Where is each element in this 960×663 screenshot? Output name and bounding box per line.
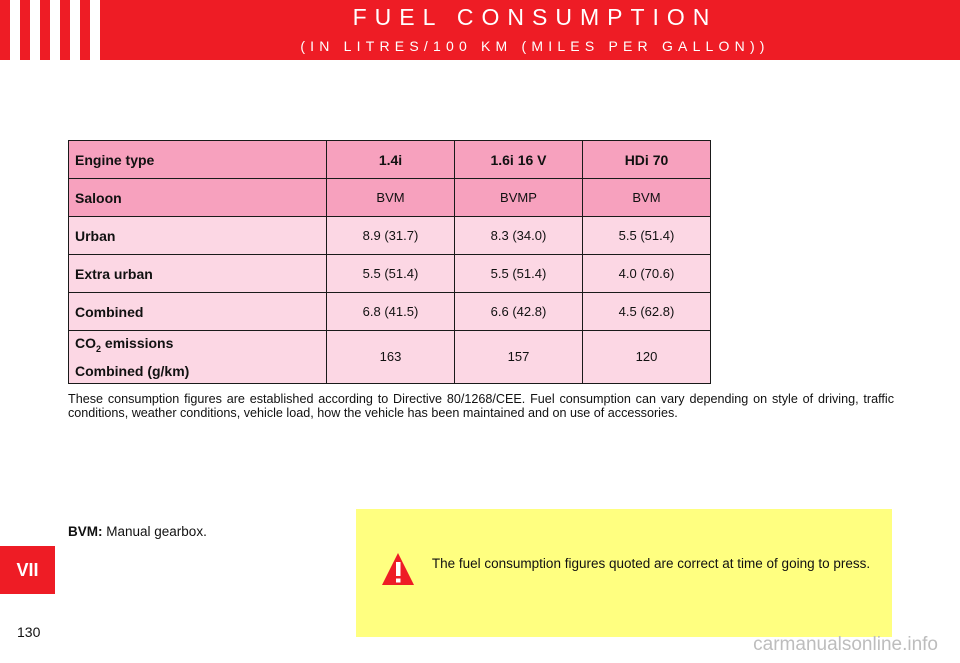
cell-value: 6.8 (41.5) <box>327 293 455 331</box>
cell-value: 157 <box>454 331 582 384</box>
abbreviation-note <box>68 524 207 539</box>
row-label-co2 <box>69 331 327 384</box>
row-label: Combined <box>69 293 327 331</box>
cell-value: BVMP <box>454 179 582 217</box>
page-subtitle: (IN LITRES/100 KM (MILES PER GALLON)) <box>300 38 770 54</box>
table-row-urban <box>69 217 711 255</box>
co2-label-line2: Combined (g/km) <box>75 362 190 379</box>
cell-value: 8.3 (34.0) <box>454 217 582 255</box>
row-label: Saloon <box>69 179 327 217</box>
header-1-6i-16v: 1.6i 16 V <box>454 141 582 179</box>
row-label: Urban <box>69 217 327 255</box>
cell-value: BVM <box>327 179 455 217</box>
cell-value: 4.0 (70.6) <box>582 255 710 293</box>
abbreviation-term: BVM: <box>68 524 103 539</box>
abbreviation-definition: Manual gearbox. <box>102 524 207 539</box>
cell-value: 6.6 (42.8) <box>454 293 582 331</box>
cell-value: 5.5 (51.4) <box>454 255 582 293</box>
page-header <box>0 0 960 60</box>
table-row-co2 <box>69 331 711 384</box>
cell-value: 5.5 (51.4) <box>327 255 455 293</box>
cell-value: 8.9 (31.7) <box>327 217 455 255</box>
warning-text: The fuel consumption figures quoted are correct at time of going to press. <box>431 556 871 571</box>
cell-value: 163 <box>327 331 455 384</box>
section-tab: VII <box>0 546 55 594</box>
table-row-extra-urban <box>69 255 711 293</box>
watermark: carmanualsonline.info <box>753 634 938 655</box>
cell-value: 120 <box>582 331 710 384</box>
page-title: FUEL CONSUMPTION <box>352 4 718 30</box>
fuel-consumption-table <box>68 140 711 384</box>
cell-value: 5.5 (51.4) <box>582 217 710 255</box>
warning-box <box>354 507 894 639</box>
table-row-combined <box>69 293 711 331</box>
co2-label-line1: $CO_2$ emissions <box>75 335 174 354</box>
table-row-saloon <box>69 179 711 217</box>
consumption-note: These consumption figures are established according to Directive 80/1268/CEE. Fuel consumption can vary depending on style of driving, traffic conditions, weather conditions, vehicle load, how the vehicle has been maintained and on use of accessories. <box>68 392 894 420</box>
table-header-row <box>69 141 711 179</box>
header-hdi-70: HDi 70 <box>582 141 710 179</box>
cell-value: BVM <box>582 179 710 217</box>
warning-icon <box>381 552 415 586</box>
row-label: Extra urban <box>69 255 327 293</box>
header-stripes <box>0 0 110 60</box>
header-1-4i: 1.4i <box>327 141 455 179</box>
header-engine-type: Engine type <box>69 141 327 179</box>
page-number: 130 <box>17 624 41 640</box>
cell-value: 4.5 (62.8) <box>582 293 710 331</box>
